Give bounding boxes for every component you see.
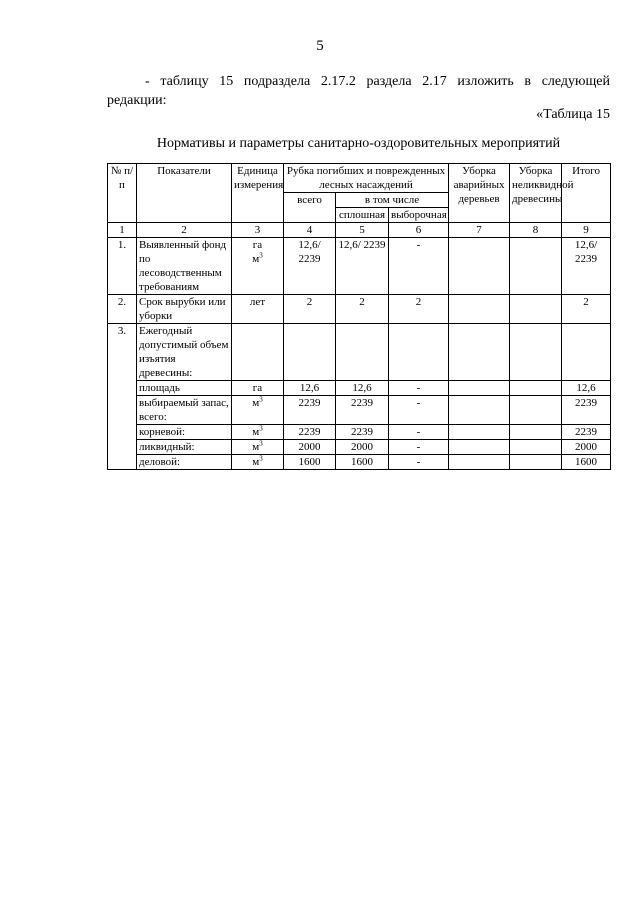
header-selective: выборочная — [389, 208, 449, 223]
row-c8 — [510, 440, 562, 455]
header-unit: Единица измерения — [232, 164, 284, 223]
table-row — [108, 396, 611, 425]
row-c8 — [510, 455, 562, 470]
row-c5: 2239 — [336, 425, 389, 440]
intro-line-1: - таблицу 15 подраздела 2.17.2 раздела 2.17 изложить в следующей — [145, 74, 610, 89]
row-c5: 2239 — [336, 396, 389, 425]
row-c9: 2000 — [562, 440, 611, 455]
row-name: ликвидный: — [137, 440, 232, 455]
row-c9: 2239 — [562, 396, 611, 425]
header-illiquid: Уборка неликвидной древесины — [510, 164, 562, 223]
row-c4: 2000 — [284, 440, 336, 455]
table-row — [108, 238, 611, 295]
row-c4: 2239 — [284, 425, 336, 440]
header-num: № п/п — [108, 164, 137, 223]
row-c8 — [510, 396, 562, 425]
row-name: деловой: — [137, 455, 232, 470]
row-c9: 1600 — [562, 455, 611, 470]
col-number: 4 — [284, 223, 336, 238]
row-c7 — [449, 238, 510, 295]
header-clear: сплошная — [336, 208, 389, 223]
row-c6: - — [389, 396, 449, 425]
table-row — [108, 295, 611, 324]
col-number: 5 — [336, 223, 389, 238]
row-c4: 12,6 — [284, 381, 336, 396]
row-name: корневой: — [137, 425, 232, 440]
table-title: Нормативы и параметры санитарно-оздоровительных мероприятий — [156, 136, 561, 151]
col-number: 7 — [449, 223, 510, 238]
row-c8 — [510, 425, 562, 440]
header-indicators: Показатели — [137, 164, 232, 223]
row-name: выбираемый запас, всего: — [137, 396, 232, 425]
row-num: 2. — [108, 295, 137, 324]
header-emergency: Уборка аварийных деревьев — [449, 164, 510, 223]
row-c6: - — [389, 238, 449, 295]
row-c6: - — [389, 455, 449, 470]
row-unit: $м^3$ — [232, 396, 284, 425]
row-c4: 1600 — [284, 455, 336, 470]
row-c9: 2 — [562, 295, 611, 324]
col-number: 3 — [232, 223, 284, 238]
row-c8 — [510, 381, 562, 396]
row-num: 3. — [108, 324, 137, 470]
norms-table — [107, 163, 611, 470]
row-c8 — [510, 238, 562, 295]
row-c8 — [510, 295, 562, 324]
row-c6: - — [389, 440, 449, 455]
row-c9: 12,6 — [562, 381, 611, 396]
table-row — [108, 324, 611, 381]
row-c5: 1600 — [336, 455, 389, 470]
row-c5: 2000 — [336, 440, 389, 455]
row-c4: 2239 — [284, 396, 336, 425]
header-including: в том числе — [336, 193, 449, 208]
table-row — [108, 381, 611, 396]
col-number: 9 — [562, 223, 611, 238]
table-row — [108, 455, 611, 470]
header-felling: Рубка погибших и поврежденных лесных насаждений — [284, 164, 449, 193]
row-c4: 2 — [284, 295, 336, 324]
table-row — [108, 425, 611, 440]
row-c6: - — [389, 425, 449, 440]
col-number: 2 — [137, 223, 232, 238]
header-total-felling: всего — [284, 193, 336, 223]
row-c6: - — [389, 381, 449, 396]
row-c6: 2 — [389, 295, 449, 324]
row-name: Выявленный фонд по лесоводственным требованиям — [137, 238, 232, 295]
row-c9: 2239 — [562, 425, 611, 440]
row-c7 — [449, 381, 510, 396]
col-number: 1 — [108, 223, 137, 238]
row-unit: га $м^3$ — [232, 238, 284, 295]
row-c7 — [449, 295, 510, 324]
row-name: площадь — [137, 381, 232, 396]
row-c5: 2 — [336, 295, 389, 324]
row-c9: 12,6/ 2239 — [562, 238, 611, 295]
row-num: 1. — [108, 238, 137, 295]
row-c7 — [449, 455, 510, 470]
row-c4: 12,6/ 2239 — [284, 238, 336, 295]
row-c7 — [449, 425, 510, 440]
row-unit: лет — [232, 295, 284, 324]
header-total: Итого — [562, 164, 611, 223]
row-c7 — [449, 396, 510, 425]
row-c5: 12,6 — [336, 381, 389, 396]
col-number: 6 — [389, 223, 449, 238]
row-name: Срок вырубки или уборки — [137, 295, 232, 324]
row-unit: га — [232, 381, 284, 396]
row-unit: $м^3$ — [232, 455, 284, 470]
row-c7 — [449, 440, 510, 455]
row-c5: 12,6/ 2239 — [336, 238, 389, 295]
intro-paragraph — [107, 72, 610, 110]
row-unit: $м^3$ — [232, 425, 284, 440]
col-number: 8 — [510, 223, 562, 238]
table-reference: «Таблица 15 — [536, 107, 610, 122]
table-row — [108, 440, 611, 455]
row-name: Ежегодный допустимый объем изъятия древесины: — [137, 324, 232, 381]
intro-line-2: редакции: — [107, 93, 167, 108]
page-number: 5 — [316, 38, 324, 54]
row-unit: $м^3$ — [232, 440, 284, 455]
